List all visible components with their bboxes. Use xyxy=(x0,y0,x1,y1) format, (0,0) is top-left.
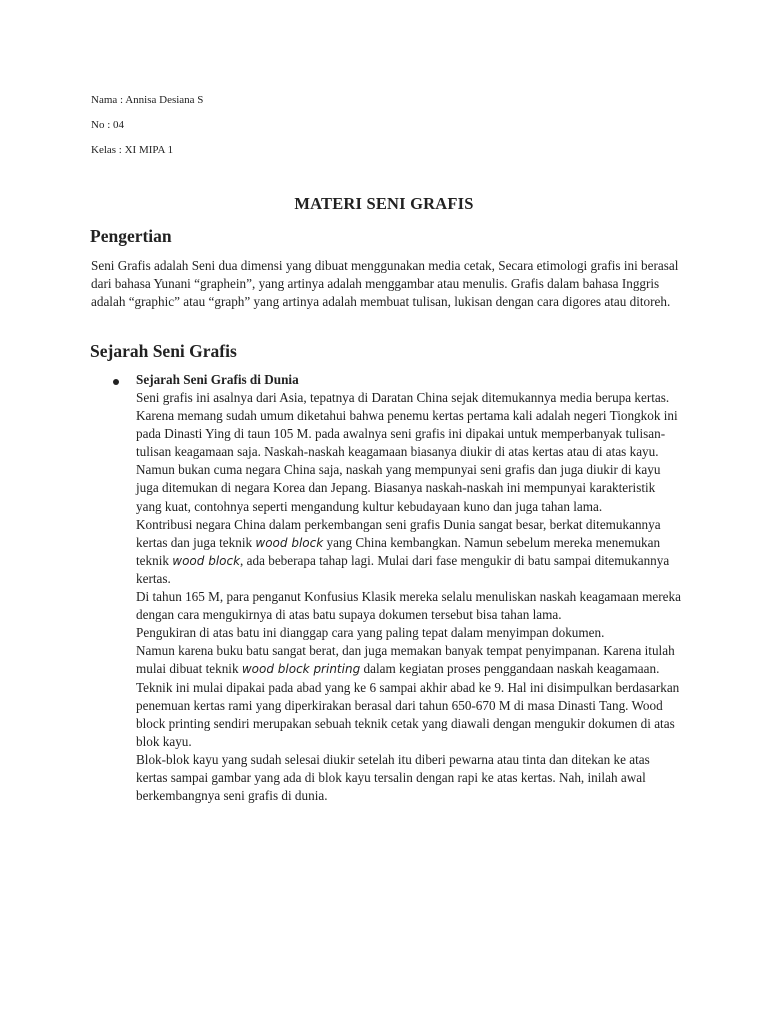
student-name: Nama : Annisa Desiana S xyxy=(91,94,204,106)
pengertian-paragraph: Seni Grafis adalah Seni dua dimensi yang dibuat menggunakan media cetak, Secara etimologi grafis ini berasal dari bahasa Yunani “graphein”, yang artinya adalah menggambar atau menulis. Grafis dalam bahasa Inggris adalah “graphic” atau “graph” yang artinya adalah membuat tulisan, lukisan dengan cara digores atau ditoreh. xyxy=(91,258,679,310)
heading-sejarah: Sejarah Seni Grafis xyxy=(90,341,237,361)
sejarah-body xyxy=(136,389,684,805)
sejarah-paragraph-7: Blok-blok kayu yang sudah selesai diukir setelah itu diberi pewarna atau tinta dan ditekan ke atas kertas sampai gambar yang ada di blok kayu tersalin dengan rapi ke atas kertas. Nah, inilah awal berkembangnya seni grafis di dunia. xyxy=(136,751,650,804)
sejarah-paragraph-5: Namun karena buku batu sangat berat, dan juga memakan banyak tempat penyimpanan. Karena itulah mulai dibuat teknik wood block printing dalam kegiatan proses penggandaan naskah keagamaan. xyxy=(136,643,675,677)
sejarah-paragraph-2: Kontribusi negara China dalam perkembangan seni grafis Dunia sangat besar, berkat ditemukannya kertas dan juga teknik wood block yang China kembangkan. Namun sebelum mereka menemukan teknik wood block, ada beberapa tahap lagi. Mulai dari fase mengukir di batu sampai ditemukannya kertas. xyxy=(136,516,670,586)
subheading-sejarah-dunia: Sejarah Seni Grafis di Dunia xyxy=(136,372,299,387)
heading-pengertian: Pengertian xyxy=(90,226,172,246)
bullet-icon xyxy=(113,379,119,385)
sejarah-paragraph-6: Teknik ini mulai dipakai pada abad yang ke 6 sampai akhir abad ke 9. Hal ini disimpulkan berdasarkan penemuan kertas rami yang diperkirakan berasal dari tahun 650-670 M di masa Dinasti Tang. Wood block printing sendiri merupakan sebuah teknik cetak yang diawali dengan mengukir dokumen di atas blok kayu. xyxy=(136,679,680,749)
sejarah-paragraph-1: Seni grafis ini asalnya dari Asia, tepatnya di Daratan China sejak ditemukannya media berupa kertas. Karena memang sudah umum diketahui bahwa penemu kertas pertama kali adalah negeri Tiongkok ini pada Dinasti Ying di taun 105 M. pada awalnya seni grafis ini dipakai untuk memperbanyak tulisan-tulisan keagamaan saja. Naskah-naskah keagamaan biasanya diukir di atas kertas atau di atas kayu. Namun bukan cuma negara China saja, naskah yang mempunyai seni grafis dan juga diukir di kayu juga ditemukan di negara Korea dan Jepang. Biasanya naskah-naskah ini mempunyai karakteristik yang kuat, contohnya seperti mengandung kultur kebudayaan kuno dan juga tahan lama. xyxy=(136,390,678,514)
student-number: No : 04 xyxy=(91,119,124,131)
sejarah-paragraph-3: Di tahun 165 M, para penganut Konfusius Klasik mereka selalu menuliskan naskah keagamaan mereka dengan cara mengukirnya di atas batu supaya dokumen tersebut bisa tahan lama. xyxy=(136,589,681,623)
student-class: Kelas : XI MIPA 1 xyxy=(91,144,174,156)
sejarah-paragraph-4: Pengukiran di atas batu ini dianggap cara yang paling tepat dalam menyimpan dokumen. xyxy=(136,625,605,641)
document-title: MATERI SENI GRAFIS xyxy=(294,194,474,213)
